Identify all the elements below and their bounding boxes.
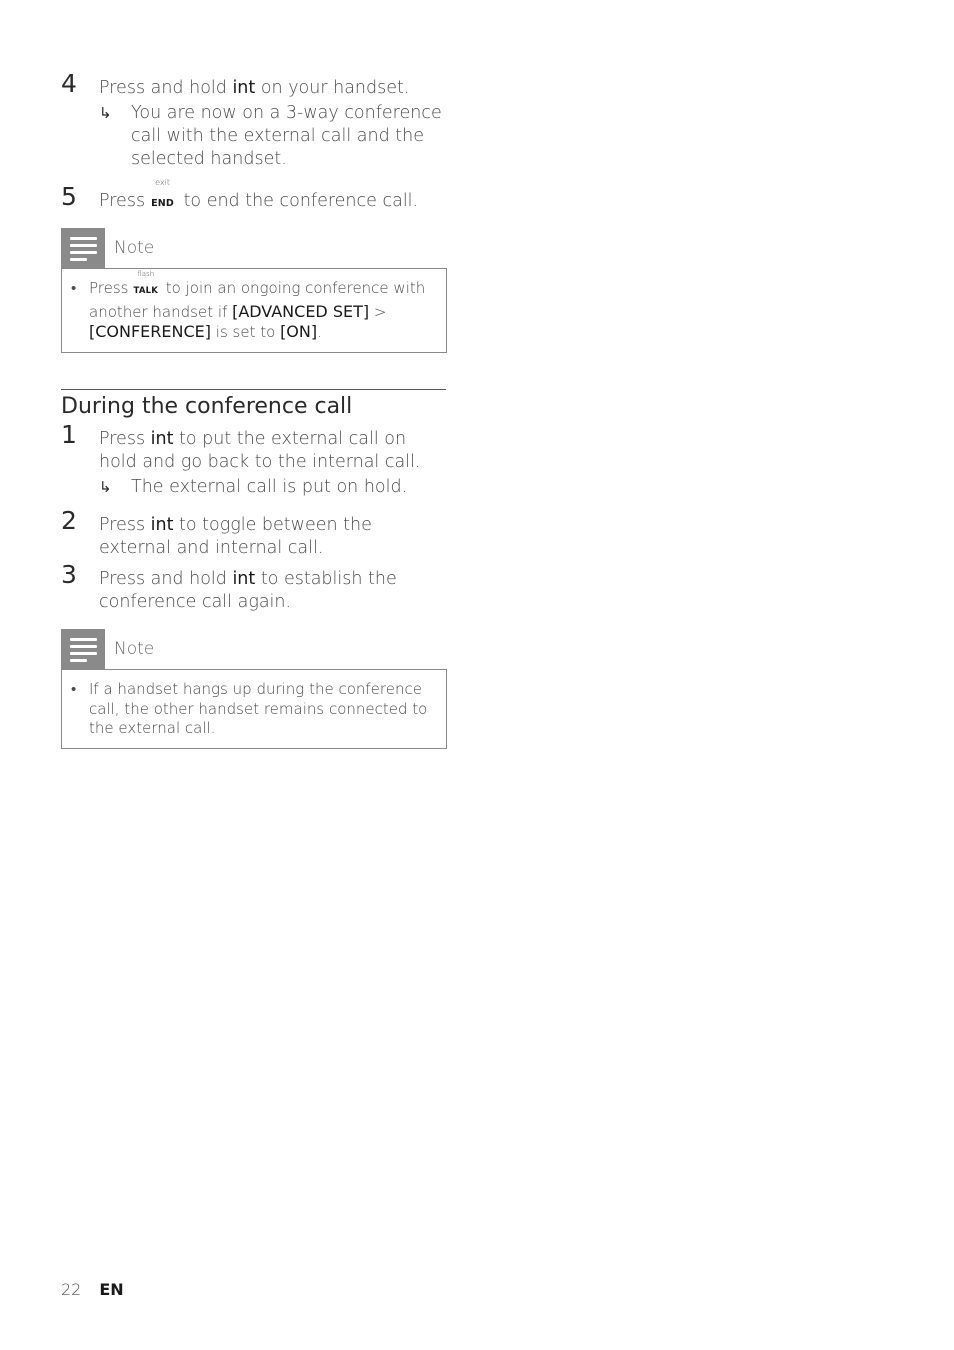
page-footer [61, 1280, 124, 1299]
step-number: 1 [61, 420, 77, 449]
note-icon [61, 228, 105, 268]
step-2 [61, 506, 447, 560]
step-number: 2 [61, 506, 77, 535]
section-divider [61, 389, 446, 390]
step-text: Press int to put the external call on hold and go back to the internal call. [99, 429, 421, 472]
bullet: • [71, 680, 77, 698]
int-key: int [150, 515, 174, 535]
step-1 [61, 420, 447, 499]
note-body: • Press flash TALK to join an ongoing conference with another handset if [ADVANCED SET] > [CONFERENCE] is set to [ON]. [61, 268, 447, 353]
step-4 [61, 69, 447, 171]
note-icon [61, 629, 105, 669]
note-2 [61, 629, 447, 749]
step-text: Press exit END to end the conference call. [99, 190, 447, 215]
step-5 [61, 178, 447, 215]
section-title: During the conference call [61, 394, 353, 419]
step-result: ↳ The external call is put on hold. [99, 477, 408, 497]
talk-key-icon: flash TALK [133, 270, 159, 296]
step-text: Press and hold int on your handset. [99, 78, 410, 98]
bullet: • [71, 279, 77, 297]
step-number: 4 [61, 69, 77, 98]
language-code: EN [99, 1280, 124, 1299]
end-key-icon: exit END [151, 178, 174, 209]
int-key: int [232, 569, 256, 589]
note-title: Note [114, 238, 155, 258]
result-arrow-icon: ↳ [99, 478, 112, 496]
int-key: int [150, 429, 174, 449]
result-arrow-icon: ↳ [99, 104, 112, 122]
int-key: int [232, 78, 256, 98]
step-3 [61, 560, 447, 614]
step-text: Press int to toggle between the external and internal call. [99, 515, 372, 558]
step-result: ↳ You are now on a 3-way conference call with the external call and the selected handset. [99, 103, 442, 169]
note-title: Note [114, 639, 155, 659]
step-number: 5 [61, 182, 77, 211]
step-number: 3 [61, 560, 77, 589]
page-number: 22 [61, 1280, 82, 1299]
note-body: • If a handset hangs up during the conference call, the other handset remains connected to the external call. [61, 669, 447, 749]
note-1 [61, 228, 447, 353]
step-text: Press and hold int to establish the conference call again. [99, 569, 397, 612]
